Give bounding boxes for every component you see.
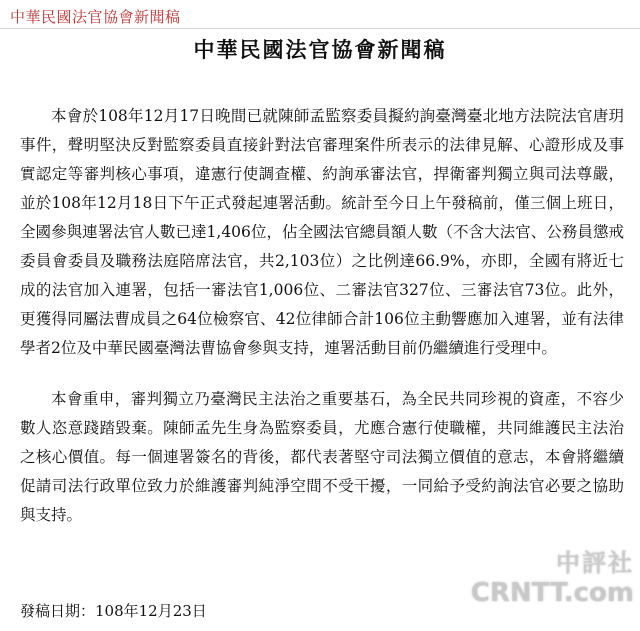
paragraph-2: 本會重申，審判獨立乃臺灣民主法治之重要基石，為全民共同珍視的資產，不容少數人恣意踐踏毀棄。陳師孟先生身為監察委員，尤應合憲行使職權，共同維護民主法治之核心價值。每一個連署簽名的背後，都代表著堅守司法獨立價值的意志，本會將繼續促請司法行政單位致力於維護審判純淨空間不受干擾，一同給予受約詢法官必要之協助與支持。 [20, 390, 624, 524]
header-divider [0, 28, 640, 29]
watermark-cn: 中評社 [556, 549, 634, 577]
header-tag: 中華民國法官協會新聞稿 [10, 8, 181, 26]
watermark-en: CRNTT.com [470, 578, 634, 608]
paragraph-1: 本會於108年12月17日晚間已就陳師孟監察委員擬約詢臺灣臺北地方法院法官唐玥事件，聲明堅決反對監察委員直接針對法官審理案件所表示的法律見解、心證形成及事實認定等審判核心事項，違憲行使調查權、約詢承審法官，捍衛審判獨立與司法尊嚴，並於108年12月18日下午正式發起連署活動。統計至今日上午發稿前，僅三個上班日，全國參與連署法官人數已達1,406位，佔全國法官總員額人數（不含大法官、公務員懲戒委員會委員及職務法庭陪席法官，共2,103位）之比例達66.9%，亦即，全國有將近七成的法官加入連署，包括一審法官1,006位、二審法官327位、三審法官73位。此外，更獲得同屬法曹成員之64位檢察官、42位律師合計106位主動響應加入連署，並有法律學者2位及中華民國臺灣法曹協會參與支持，連署活動目前仍繼續進行受理中。 [20, 107, 624, 357]
page-title: 中華民國法官協會新聞稿 [193, 37, 447, 62]
watermark [471, 548, 634, 608]
release-date: 發稿日期：108年12月23日 [20, 602, 207, 620]
article-body [20, 102, 624, 552]
